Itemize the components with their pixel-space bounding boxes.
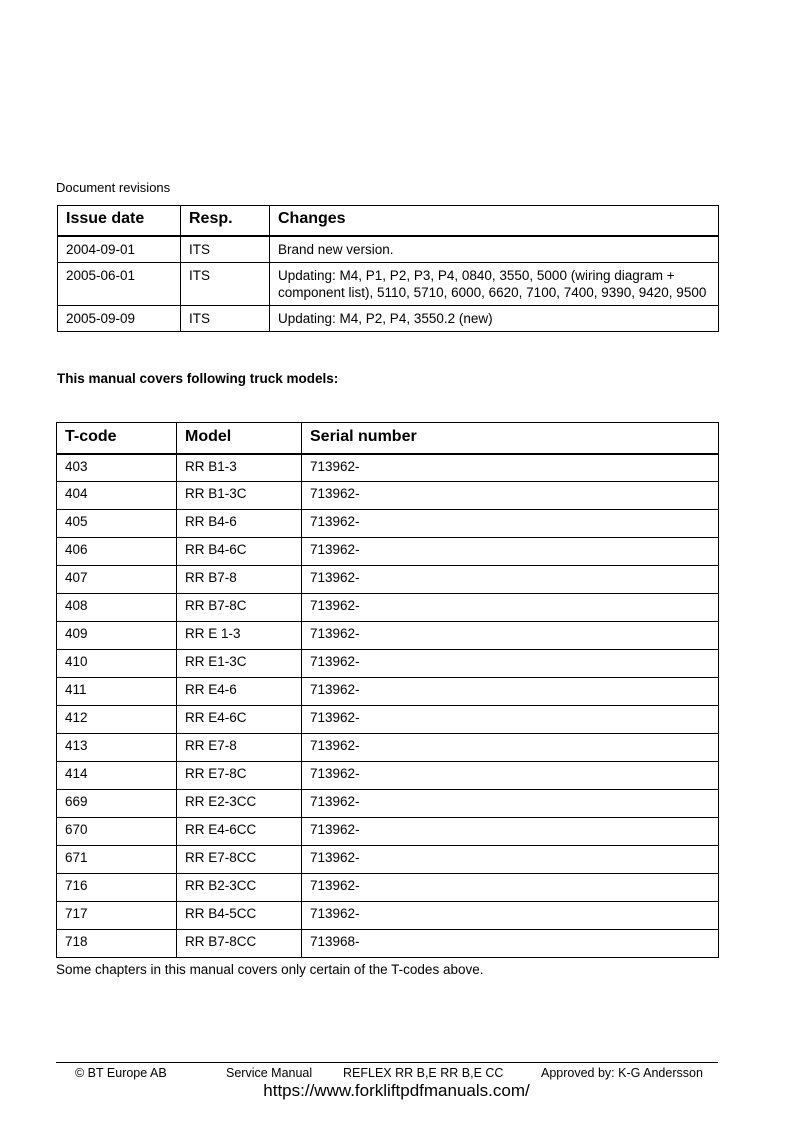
revision-resp: ITS bbox=[181, 236, 270, 263]
footer-url[interactable]: https://www.forkliftpdfmanuals.com/ bbox=[263, 1081, 530, 1100]
model-row bbox=[57, 482, 719, 510]
model-tcode: 413 bbox=[57, 734, 177, 762]
model-row bbox=[57, 818, 719, 846]
model-serial: 713962- bbox=[302, 762, 719, 790]
model-serial: 713962- bbox=[302, 734, 719, 762]
model-serial: 713962- bbox=[302, 510, 719, 538]
revision-date: 2005-06-01 bbox=[58, 262, 181, 305]
model-name: RR B7-8C bbox=[177, 594, 302, 622]
model-serial: 713962- bbox=[302, 650, 719, 678]
header-changes: Changes bbox=[270, 206, 719, 236]
model-serial: 713962- bbox=[302, 846, 719, 874]
revisions-caption: Document revisions bbox=[56, 180, 171, 195]
model-serial: 713962- bbox=[302, 454, 719, 482]
model-name: RR E4-6CC bbox=[177, 818, 302, 846]
models-table-body bbox=[57, 454, 719, 958]
model-row bbox=[57, 678, 719, 706]
model-tcode: 718 bbox=[57, 930, 177, 958]
model-tcode: 403 bbox=[57, 454, 177, 482]
model-tcode: 670 bbox=[57, 818, 177, 846]
model-tcode: 671 bbox=[57, 846, 177, 874]
revision-row bbox=[58, 262, 719, 305]
model-serial: 713962- bbox=[302, 678, 719, 706]
revision-date: 2005-09-09 bbox=[58, 305, 181, 331]
model-name: RR E4-6 bbox=[177, 678, 302, 706]
footer-approved: Approved by: K-G Andersson bbox=[541, 1066, 703, 1080]
model-name: RR E7-8CC bbox=[177, 846, 302, 874]
model-serial: 713962- bbox=[302, 902, 719, 930]
revisions-table bbox=[57, 205, 719, 332]
model-row bbox=[57, 706, 719, 734]
model-tcode: 409 bbox=[57, 622, 177, 650]
model-tcode: 717 bbox=[57, 902, 177, 930]
model-name: RR E 1-3 bbox=[177, 622, 302, 650]
model-tcode: 410 bbox=[57, 650, 177, 678]
model-serial: 713962- bbox=[302, 622, 719, 650]
model-name: RR E7-8C bbox=[177, 762, 302, 790]
model-serial: 713962- bbox=[302, 538, 719, 566]
header-issue-date: Issue date bbox=[58, 206, 181, 236]
chapters-note: Some chapters in this manual covers only certain of the T-codes above. bbox=[56, 962, 484, 977]
model-name: RR B1-3 bbox=[177, 454, 302, 482]
model-row bbox=[57, 510, 719, 538]
footer-divider bbox=[56, 1062, 718, 1063]
model-row bbox=[57, 650, 719, 678]
revision-resp: ITS bbox=[181, 305, 270, 331]
models-table bbox=[56, 422, 719, 958]
model-serial: 713962- bbox=[302, 566, 719, 594]
models-title: This manual covers following truck models: bbox=[57, 371, 339, 386]
model-row bbox=[57, 762, 719, 790]
model-tcode: 407 bbox=[57, 566, 177, 594]
revision-changes: Updating: M4, P2, P4, 3550.2 (new) bbox=[270, 305, 719, 331]
header-tcode: T-code bbox=[57, 423, 177, 454]
model-tcode: 405 bbox=[57, 510, 177, 538]
footer-copyright: © BT Europe AB bbox=[75, 1066, 167, 1080]
header-model: Model bbox=[177, 423, 302, 454]
model-name: RR E1-3C bbox=[177, 650, 302, 678]
header-resp: Resp. bbox=[181, 206, 270, 236]
model-row bbox=[57, 622, 719, 650]
model-serial: 713962- bbox=[302, 874, 719, 902]
revisions-header-row bbox=[58, 206, 719, 236]
footer-doc-type: Service Manual bbox=[226, 1066, 313, 1080]
model-tcode: 404 bbox=[57, 482, 177, 510]
model-name: RR B4-6C bbox=[177, 538, 302, 566]
model-serial: 713962- bbox=[302, 482, 719, 510]
footer-product: REFLEX RR B,E RR B,E CC bbox=[343, 1066, 504, 1080]
model-name: RR B7-8 bbox=[177, 566, 302, 594]
model-name: RR E4-6C bbox=[177, 706, 302, 734]
model-name: RR B7-8CC bbox=[177, 930, 302, 958]
model-tcode: 412 bbox=[57, 706, 177, 734]
model-serial: 713962- bbox=[302, 706, 719, 734]
model-tcode: 669 bbox=[57, 790, 177, 818]
model-row bbox=[57, 538, 719, 566]
model-name: RR B1-3C bbox=[177, 482, 302, 510]
revision-resp: ITS bbox=[181, 262, 270, 305]
revision-row bbox=[58, 305, 719, 331]
model-row bbox=[57, 594, 719, 622]
model-row bbox=[57, 566, 719, 594]
model-serial: 713968- bbox=[302, 930, 719, 958]
revision-changes: Updating: M4, P1, P2, P3, P4, 0840, 3550, 5000 (wiring diagram + component list), 5110, 5710, 6000, 6620, 7100, 7400, 9390, 9420, 9500 bbox=[270, 262, 719, 305]
model-tcode: 414 bbox=[57, 762, 177, 790]
model-row bbox=[57, 454, 719, 482]
model-row bbox=[57, 874, 719, 902]
models-header-row bbox=[57, 423, 719, 454]
header-serial: Serial number bbox=[302, 423, 719, 454]
model-tcode: 408 bbox=[57, 594, 177, 622]
model-row bbox=[57, 930, 719, 958]
model-serial: 713962- bbox=[302, 818, 719, 846]
model-tcode: 406 bbox=[57, 538, 177, 566]
model-tcode: 411 bbox=[57, 678, 177, 706]
model-row bbox=[57, 902, 719, 930]
model-serial: 713962- bbox=[302, 790, 719, 818]
revision-changes: Brand new version. bbox=[270, 236, 719, 263]
model-name: RR E7-8 bbox=[177, 734, 302, 762]
model-name: RR E2-3CC bbox=[177, 790, 302, 818]
model-row bbox=[57, 790, 719, 818]
model-row bbox=[57, 846, 719, 874]
model-serial: 713962- bbox=[302, 594, 719, 622]
revision-date: 2004-09-01 bbox=[58, 236, 181, 263]
model-tcode: 716 bbox=[57, 874, 177, 902]
revision-row bbox=[58, 236, 719, 263]
model-name: RR B2-3CC bbox=[177, 874, 302, 902]
model-name: RR B4-6 bbox=[177, 510, 302, 538]
model-row bbox=[57, 734, 719, 762]
model-name: RR B4-5CC bbox=[177, 902, 302, 930]
